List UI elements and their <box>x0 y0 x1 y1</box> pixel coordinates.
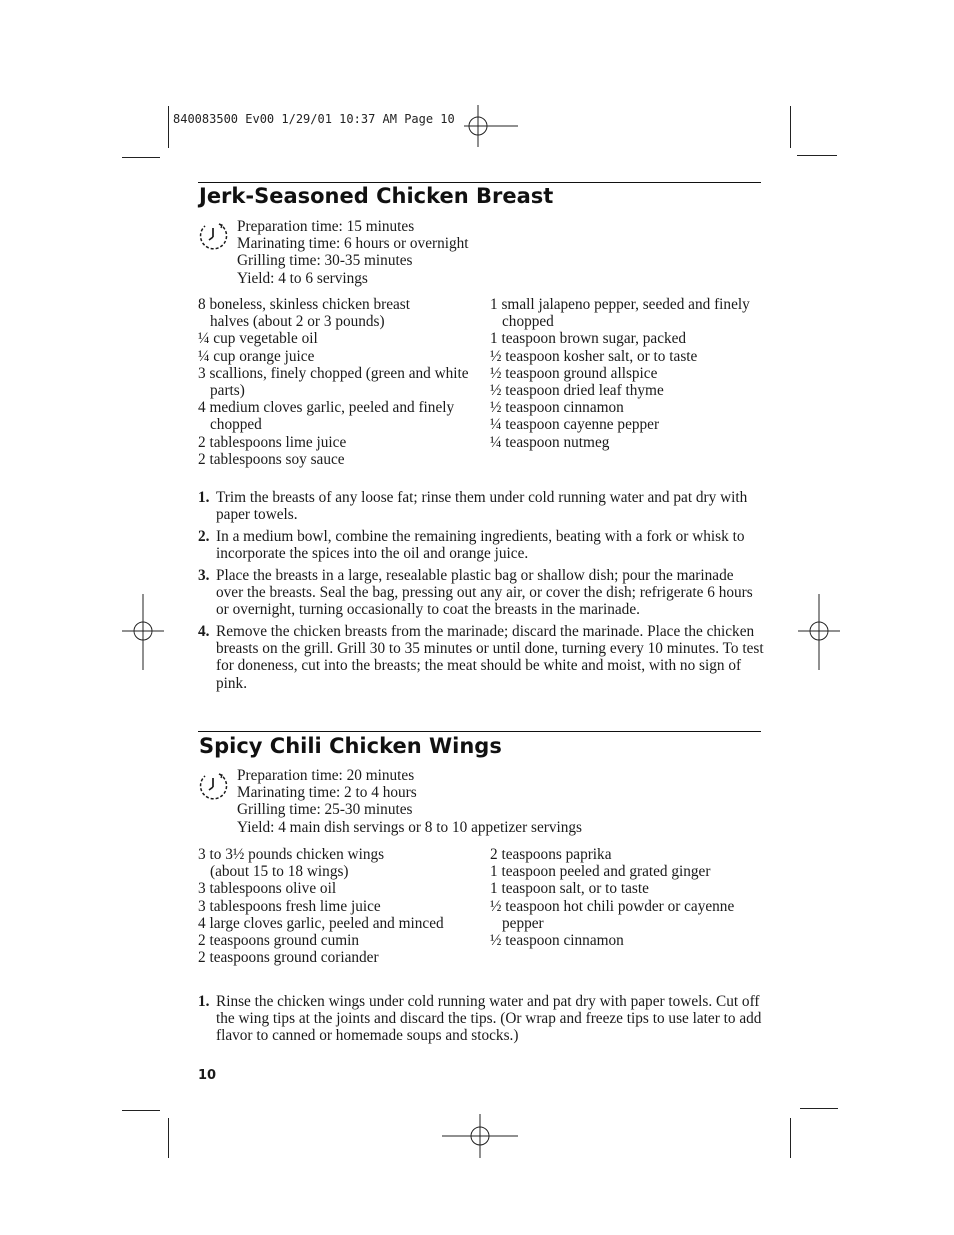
ingredients-right <box>490 846 765 949</box>
ingredient: ½ teaspoon hot chili powder or cayenne pepper <box>490 897 735 932</box>
ingredients-right <box>490 296 765 451</box>
grilling-time: Grilling time: 30-35 minutes <box>237 252 413 270</box>
ingredient: 1 teaspoon salt, or to taste <box>490 880 649 898</box>
step-text: Trim the breasts of any loose fat; rinse them under cold running water and pat dry with paper towels. <box>216 489 748 524</box>
clock-icon <box>197 770 229 802</box>
marinating-time: Marinating time: 2 to 4 hours <box>237 784 417 802</box>
ingredient: 3 tablespoons olive oil <box>198 880 337 898</box>
section-rule <box>198 731 761 732</box>
ingredient: ½ teaspoon ground allspice <box>490 364 658 382</box>
step-number: 4. <box>198 622 210 640</box>
print-slug: 840083500 Ev00 1/29/01 10:37 AM Page 10 <box>173 112 455 126</box>
ingredient: 2 tablespoons soy sauce <box>198 450 345 468</box>
step-text: Remove the chicken breasts from the marinade; discard the marinade. Place the chicken breasts on the grill. Grill 30 to 35 minutes or until done, turning every 10 minutes. To test for doneness, cut into the breasts; the meat should be white and moist, with no sign of pink. <box>216 622 764 692</box>
ingredient: ½ teaspoon cinnamon <box>490 932 624 950</box>
grilling-time: Grilling time: 25-30 minutes <box>237 801 413 819</box>
ingredient: ¼ teaspoon cayenne pepper <box>490 416 660 434</box>
ingredient: ½ teaspoon cinnamon <box>490 399 624 417</box>
ingredient: 8 boneless, skinless chicken breast halves (about 2 or 3 pounds) <box>198 296 410 331</box>
ingredient: 4 medium cloves garlic, peeled and finely chopped <box>198 399 455 434</box>
ingredient: 2 tablespoons lime juice <box>198 433 347 451</box>
step <box>198 528 764 562</box>
ingredient: 3 scallions, finely chopped (green and white parts) <box>198 364 469 400</box>
ingredients-left <box>198 296 473 468</box>
ingredients-left <box>198 846 483 966</box>
yield: Yield: 4 main dish servings or 8 to 10 appetizer servings <box>237 818 582 836</box>
prep-time: Preparation time: 15 minutes <box>237 218 415 235</box>
recipe-title: Jerk-Seasoned Chicken Breast <box>199 184 554 208</box>
ingredient: ½ teaspoon kosher salt, or to taste <box>490 347 698 365</box>
prep-time: Preparation time: 20 minutes <box>237 767 415 784</box>
ingredient: 1 small jalapeno pepper, seeded and finely chopped <box>490 296 750 331</box>
ingredient: 2 teaspoons ground coriander <box>198 949 379 967</box>
step-number: 3. <box>198 566 210 584</box>
recipe-steps <box>198 489 764 696</box>
step-text: Place the breasts in a large, resealable plastic bag or shallow dish; pour the marinade over the breasts. Seal the bag, pressing out any air, or cover the dish; refrigerate 6 hours or overnight, turning occasionally to coat the breasts in the marinade. <box>216 566 753 619</box>
ingredient: 3 to 3½ pounds chicken wings (about 15 to 18 wings) <box>198 846 385 881</box>
step-number: 1. <box>198 489 210 506</box>
recipe-steps <box>198 993 764 1049</box>
step-number: 1. <box>198 993 210 1010</box>
ingredient: 4 large cloves garlic, peeled and minced <box>198 914 444 932</box>
registration-mark-right <box>796 594 846 670</box>
ingredient: 2 teaspoons paprika <box>490 846 612 863</box>
ingredient: ¼ cup vegetable oil <box>198 330 318 348</box>
section-rule <box>198 182 761 183</box>
ingredient: 1 teaspoon peeled and grated ginger <box>490 863 711 881</box>
ingredient: ½ teaspoon dried leaf thyme <box>490 382 664 400</box>
step <box>198 623 764 692</box>
step-number: 2. <box>198 527 210 545</box>
marinating-time: Marinating time: 6 hours or overnight <box>237 235 469 253</box>
registration-mark-bottom <box>440 1114 520 1160</box>
ingredient: 1 teaspoon brown sugar, packed <box>490 330 687 348</box>
recipe-title: Spicy Chili Chicken Wings <box>199 734 502 758</box>
recipe-times <box>237 218 469 287</box>
step-text: Rinse the chicken wings under cold running water and pat dry with paper towels. Cut off the wing tips at the joints and discard the tips. (Or wrap and freeze tips to use later to add flavor to canned or homemade soups and stocks.) <box>216 993 762 1045</box>
step <box>198 489 764 523</box>
ingredient: 2 teaspoons ground cumin <box>198 932 360 950</box>
ingredient: ¼ teaspoon nutmeg <box>490 433 610 451</box>
step-text: In a medium bowl, combine the remaining ingredients, beating with a fork or whisk to incorporate the spices into the oil and orange juice. <box>216 527 745 563</box>
step <box>198 993 764 1045</box>
ingredient: 3 tablespoons fresh lime juice <box>198 897 381 915</box>
page-number: 10 <box>198 1068 217 1083</box>
yield: Yield: 4 to 6 servings <box>237 269 368 287</box>
registration-mark-left <box>120 594 170 670</box>
ingredient: ¼ cup orange juice <box>198 347 315 365</box>
clock-icon <box>197 220 229 252</box>
recipe-times <box>237 767 582 836</box>
step <box>198 567 764 619</box>
